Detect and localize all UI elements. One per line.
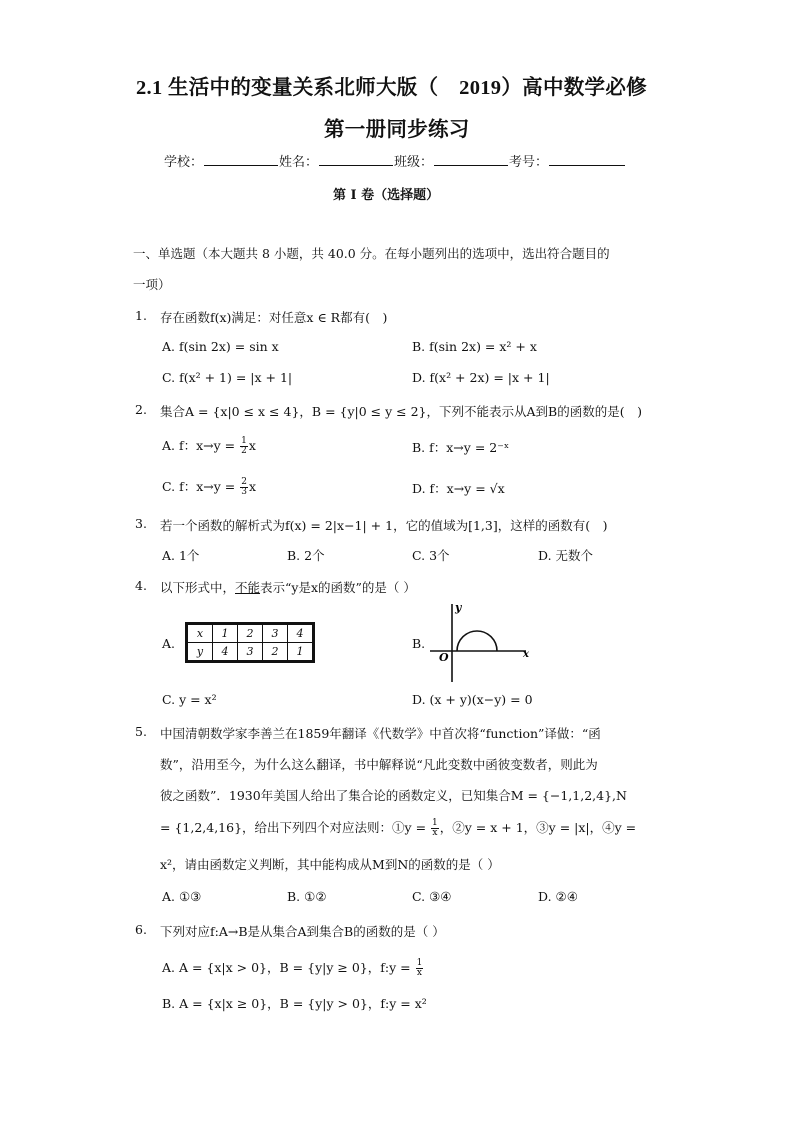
question-5-line4 [160,818,636,838]
question-2-stem: 集合A = {x|0 ≤ x ≤ 4}，B = {y|0 ≤ y ≤ 2}，下列不能表示从A到B的函数的是( ) [160,404,642,419]
q1-option-c[interactable]: C. f(x² + 1) = |x + 1| [162,370,293,385]
q3-option-c[interactable]: C. 3个 [412,548,450,563]
table-cell: 3 [238,643,263,661]
q1-option-a[interactable]: A. f(sin 2x) = sin x [162,339,279,354]
question-number: 2. [135,402,147,417]
q2-option-d[interactable]: D. f：x→y = √x [412,481,505,496]
q6-option-a[interactable] [162,958,424,978]
question-5-line3: 彼之函数”．1930年美国人给出了集合论的函数定义，已知集合M = {−1,1,2,4},N [160,788,627,803]
y-axis-label: y [455,601,462,614]
q2-option-c[interactable] [162,477,256,497]
q5-line4-post: ，②y = x + 1，③y = |x|，④y = [439,820,637,835]
question-5-line5: x²，请由函数定义判断，其中能构成从M到N的函数的是（ ） [160,857,500,872]
xy-value-table [187,624,313,661]
doc-title-line2: 第一册同步练习 [324,119,470,141]
q6-option-b[interactable]: B. A = {x|x ≥ 0}，B = {y|y > 0}，f:y = x² [162,996,427,1011]
name-label: 姓名： [279,155,319,170]
q4-option-a-label[interactable]: A. [162,636,176,651]
q6-option-a-text: A. A = {x|x > 0}，B = {y|y ≥ 0}，f:y = [162,960,415,975]
fraction-denominator: x [416,968,422,978]
question-number: 6. [135,922,147,937]
semicircle-graph [428,600,538,685]
q5-option-a[interactable]: A. ①③ [162,889,202,904]
q2-option-c-text: C. f：x→y = [162,479,240,494]
exam-number-label: 考号： [509,155,549,170]
table-cell: y [188,643,213,661]
fraction [416,959,424,978]
q2-option-b[interactable]: B. f：x→y = 2⁻ˣ [412,440,510,455]
q1-option-b[interactable]: B. f(sin 2x) = x² + x [412,339,537,354]
doc-title-line1: 2.1 生活中的变量关系北师大版（ 2019）高中数学必修 [136,77,647,99]
student-info-row [164,151,626,170]
table-cell: 2 [263,643,288,661]
q4-option-b-label[interactable]: B. [412,636,426,651]
q5-option-d[interactable]: D. ②④ [538,889,578,904]
q2-option-a-text: A. f：x→y = [162,438,240,453]
question-4-stem [160,578,416,596]
section-heading-line2: 一项） [133,277,171,292]
volume-title: 第 I 卷（选择题） [333,188,440,203]
q4-stem-pre: 以下形式中， [160,580,236,595]
table-cell: 2 [238,625,263,643]
question-number: 4. [135,578,147,593]
question-5-line2: 数”，沿用至今，为什么这么翻译，书中解释说“凡此变数中函彼变数者，则此为 [160,757,598,772]
fraction-numerator: 1 [241,436,247,446]
q2-option-c-var: x [248,479,256,494]
q5-option-b[interactable]: B. ①② [287,889,327,904]
exam-number-blank[interactable] [549,153,625,166]
table-cell: 1 [213,625,238,643]
q4-option-d[interactable]: D. (x + y)(x−y) = 0 [412,692,533,707]
q5-line4-pre: = {1,2,4,16}，给出下列四个对应法则：①y = [160,820,431,835]
question-number: 5. [135,724,147,739]
fraction [240,437,248,456]
fraction-numerator: 2 [241,477,247,487]
q5-option-c[interactable]: C. ③④ [412,889,452,904]
q2-option-a-var: x [248,438,256,453]
fraction-denominator: 2 [241,446,247,456]
table-cell: 3 [263,625,288,643]
school-blank[interactable] [204,153,278,166]
q4-stem-post: 表示“y是x的函数”的是（ ） [260,580,416,595]
semicircle-curve [457,631,497,651]
class-blank[interactable] [434,153,508,166]
fraction-numerator: 1 [432,818,438,828]
class-label: 班级： [394,155,434,170]
table-cell: 1 [288,643,313,661]
q1-option-d[interactable]: D. f(x² + 2x) = |x + 1| [412,370,550,385]
q2-option-a[interactable] [162,436,256,456]
name-blank[interactable] [319,153,393,166]
origin-label: O [439,651,449,664]
fraction [431,819,439,838]
table-cell: x [188,625,213,643]
q3-option-d[interactable]: D. 无数个 [538,548,594,563]
q4-stem-emphasis: 不能 [235,580,261,595]
question-1-stem: 存在函数f(x)满足：对任意x ∈ R都有( ) [160,310,388,325]
x-axis-label: x [523,649,529,660]
question-number: 1. [135,308,147,323]
table-cell: 4 [213,643,238,661]
question-6-stem: 下列对应f:A→B是从集合A到集合B的函数的是（ ） [160,924,445,939]
school-label: 学校： [164,155,204,170]
fraction [240,478,248,497]
fraction-denominator: x [432,828,438,838]
section-heading-line1: 一、单选题（本大题共 8 小题，共 40.0 分。在每小题列出的选项中，选出符合题目的 [133,246,610,261]
question-number: 3. [135,516,147,531]
question-3-stem: 若一个函数的解析式为f(x) = 2|x−1| + 1，它的值域为[1,3]，这样的函数有( ) [160,518,608,533]
q3-option-b[interactable]: B. 2个 [287,548,325,563]
table-cell: 4 [288,625,313,643]
question-5-line1: 中国清朝数学家李善兰在1859年翻译《代数学》中首次将“function”译做：“函 [160,726,601,741]
q4-option-c[interactable]: C. y = x² [162,692,217,707]
fraction-denominator: 3 [241,487,247,497]
fraction-numerator: 1 [416,958,423,968]
q3-option-a[interactable]: A. 1个 [162,548,200,563]
